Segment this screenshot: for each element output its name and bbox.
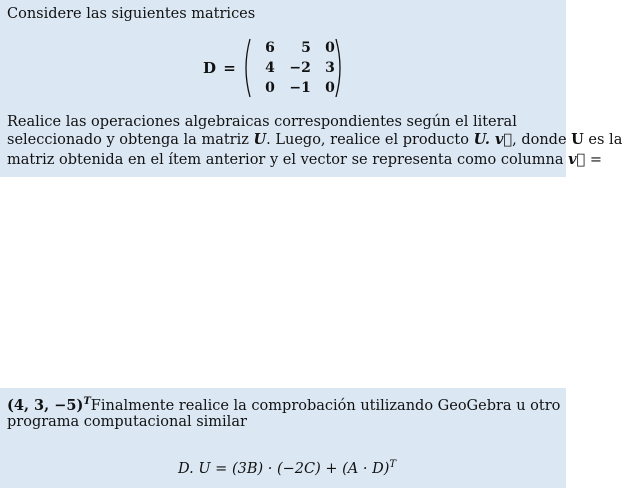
paragraph-line-1: Realice las operaciones algebraicas correspondientes según el literal bbox=[7, 114, 517, 130]
right-paren bbox=[335, 38, 345, 98]
left-paren bbox=[241, 38, 251, 98]
matrix-D bbox=[203, 36, 345, 100]
matrix-label: D = bbox=[203, 59, 237, 77]
matrix-cell: 4 bbox=[265, 60, 275, 76]
matrix-cell: 0 bbox=[265, 80, 275, 96]
intro-text: Considere las siguientes matrices bbox=[7, 6, 256, 22]
matrix-cell: −1 bbox=[289, 80, 311, 96]
formula: D. $U = (3B) \cdot (-2C) + (A \cdot D)^T$ bbox=[178, 459, 397, 477]
vector-line: (4, 3, −5)$^T$Finalmente realice la comprobación utilizando GeoGebra u otro bbox=[7, 396, 561, 414]
matrix-cell: 3 bbox=[325, 60, 335, 76]
matrix-grid bbox=[251, 38, 335, 98]
matrix-cell: −2 bbox=[289, 60, 311, 76]
matrix-cell: 6 bbox=[265, 40, 275, 56]
vector-line-2: programa computacional similar bbox=[7, 414, 247, 430]
matrix-cell: 5 bbox=[301, 40, 311, 56]
paragraph-line-3: matriz obtenida en el ítem anterior y el vector se representa como columna v⃗ = bbox=[7, 151, 602, 168]
paragraph-line-2: seleccionado y obtenga la matriz U. Luego, realice el producto U. v⃗, donde U es la bbox=[7, 131, 622, 148]
matrix-cell: 0 bbox=[325, 80, 335, 96]
matrix-cell: 0 bbox=[325, 40, 335, 56]
